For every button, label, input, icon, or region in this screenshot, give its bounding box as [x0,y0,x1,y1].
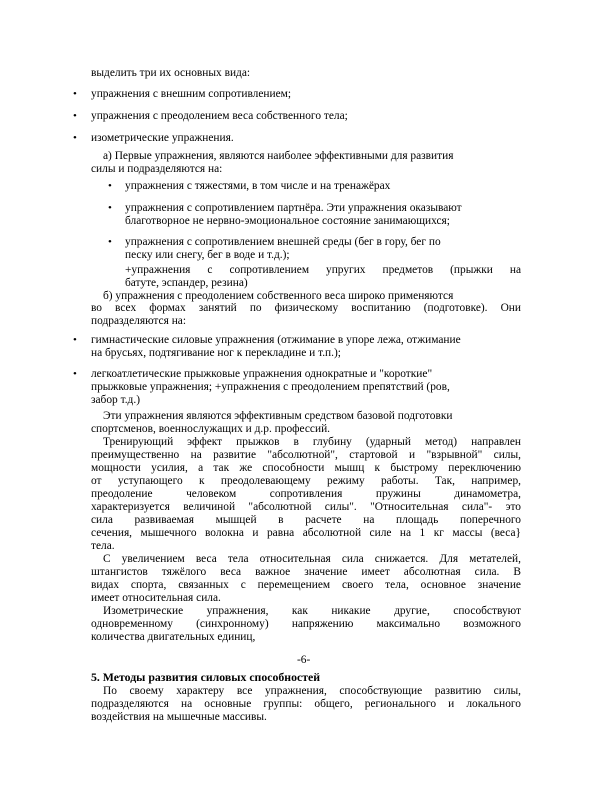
paragraph-line: воздействия на мышечные массивы. [91,711,267,723]
sub-bullet-item: благотворное не нервно-эмоциональное состояние занимающихся; [125,215,450,227]
paragraph-line: силы и подразделяются на: [91,163,223,175]
paragraph-line: преодоление человеком сопротивления пружины динамометра, [91,488,521,500]
bullet-item: легкоатлетические прыжковые упражнения однократные и "короткие" [91,368,433,380]
bullet-item: изометрические упражнения. [91,132,234,144]
paragraph-line: имеет относительная сила. [91,592,221,604]
section-heading: 5. Методы развития силовых способностей [91,670,321,684]
paragraph-line: Тренирующий эффект прыжков в глубину (ударный метод) направлен [103,436,521,448]
paragraph-line: Изометрические упражнения, как никакие другие, способствуют [103,605,521,617]
paragraph-line: сила развиваемая мышцей в расчете на площадь поперечного [91,514,521,526]
bullet-item: прыжковые упражнения; +упражнения с преодолением препятствий (ров, [91,381,450,393]
bullet-dot: • [73,132,77,144]
paragraph-line: характеризуется величиной "абсолютной силы". "Относительная сила"- это [91,501,521,513]
intro-line: выделить три их основных вида: [91,67,251,79]
bullet-item: упражнения с преодолением веса собственного тела; [91,110,348,122]
bullet-item: гимнастические силовые упражнения (отжимание в упоре лежа, отжимание [91,334,461,346]
paragraph-line: штангистов тяжёлого веса важное значение имеет абсолютная сила. В [91,566,521,578]
paragraph-line: одновременному (синхронному) напряжению максимально возможного [91,618,521,630]
bullet-item: упражнения с внешним сопротивлением; [91,88,292,100]
paragraph-line: тела. [91,540,115,552]
bullet-dot: • [73,334,77,346]
paragraph-line: количества двигательных единиц, [91,631,256,643]
bullet-dot: • [73,88,77,100]
paragraph-line: Эти упражнения являются эффективным средством базовой подготовки [103,410,453,422]
paragraph-line: С увеличением веса тела относительная сила снижается. Для метателей, [103,553,521,565]
bullet-item: забор т.д.) [91,394,140,406]
bullet-dot: • [108,180,112,192]
sub-bullet-item: батуте, эспандер, резина) [125,277,248,289]
paragraph-line: подразделяются на: [91,315,187,327]
sub-bullet-item: упражнения с сопротивлением внешней среды (бег в гору, бег по [125,236,441,248]
sub-bullet-item: песку или снегу, бег в воде и т.д.); [125,249,290,261]
bullet-dot: • [108,236,112,248]
bullet-dot: • [73,110,77,122]
paragraph-line: б) упражнения с преодолением собственного веса широко применяются [103,290,454,302]
paragraph-line: преимущественно на развитие "абсолютной", стартовой и "взрывной" силы, [91,449,521,461]
sub-bullet-item: упражнения с тяжестями, в том числе и на тренажёрах [125,180,391,192]
bullet-dot: • [73,368,77,380]
paragraph-line: во всех формах занятий по физическому воспитанию (подготовке). Они [91,302,521,314]
bullet-dot: • [108,202,112,214]
paragraph-line: мощности усилия, а так же способности мышц к быстрому переключению [91,462,521,474]
paragraph-line: видах спорта, связанных с перемещением своего тела, основное значение [91,579,521,591]
bullet-item: на брусьях, подтягивание ног к перекладине и т.п.); [91,347,341,359]
sub-bullet-item: упражнения с сопротивлением партнёра. Эти упражнения оказывают [125,202,462,214]
page-number: -6- [297,654,311,666]
paragraph-line: спортсменов, военнослужащих и д.р. профессий. [91,423,331,435]
paragraph-line: а) Первые упражнения, являются наиболее эффективными для развития [103,150,454,162]
paragraph-line: подразделяются на основные группы: общего, регионального и локального [91,698,521,710]
sub-bullet-item: +упражнения с сопротивлением упругих предметов (прыжки на [125,264,521,276]
paragraph-line: По своему характеру все упражнения, способствующие развитию силы, [103,685,521,697]
paragraph-line: от уступающего к преодолевающему режиму работы. Так, например, [91,475,521,487]
paragraph-line: сечения, мышечного волокна и равна абсолютной силе на 1 кг массы (веса} [91,527,521,539]
